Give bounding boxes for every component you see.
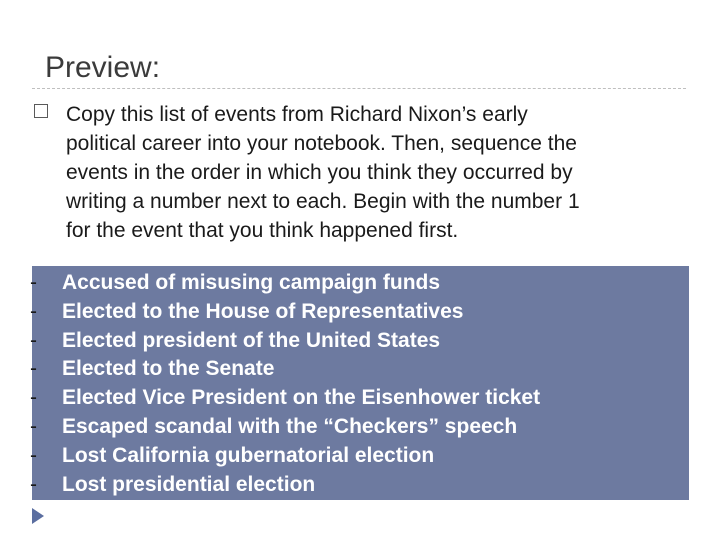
event-item: Lost California gubernatorial election [62,443,435,467]
triangle-right-icon[interactable] [32,508,44,524]
dash-marker: - [30,357,37,381]
event-item: Elected to the House of Representatives [62,299,464,323]
dash-marker: - [30,271,37,294]
event-item: Accused of misusing campaign funds [62,271,441,294]
dash-marker: - [30,328,37,352]
instructions-line: writing a number next to each. Begin with the number 1 [66,190,580,213]
dash-marker: - [30,386,37,410]
slide-title: Preview: [45,51,161,84]
dash-marker: - [30,443,37,467]
hollow-square-bullet-icon [34,104,48,118]
dash-marker: - [30,299,37,323]
title-divider [32,88,686,89]
dash-marker: - [30,414,37,438]
instructions-line: political career into your notebook. Then, sequence the [66,132,577,155]
dash-marker: - [30,472,37,496]
event-dash-markers [30,269,37,499]
instructions-line: events in the order in which you think they occurred by [66,161,573,184]
event-item: Elected Vice President on the Eisenhower ticket [62,386,541,410]
event-item: Escaped scandal with the “Checkers” speech [62,414,518,438]
instructions-paragraph [64,100,674,245]
event-item: Elected president of the United States [62,328,441,352]
nixon-events-list [62,269,540,499]
instructions-line: Copy this list of events from Richard Nixon’s early [66,103,528,126]
event-item: Elected to the Senate [62,357,275,381]
event-item: Lost presidential election [62,472,316,496]
instructions-line: for the event that you think happened first. [66,219,459,242]
